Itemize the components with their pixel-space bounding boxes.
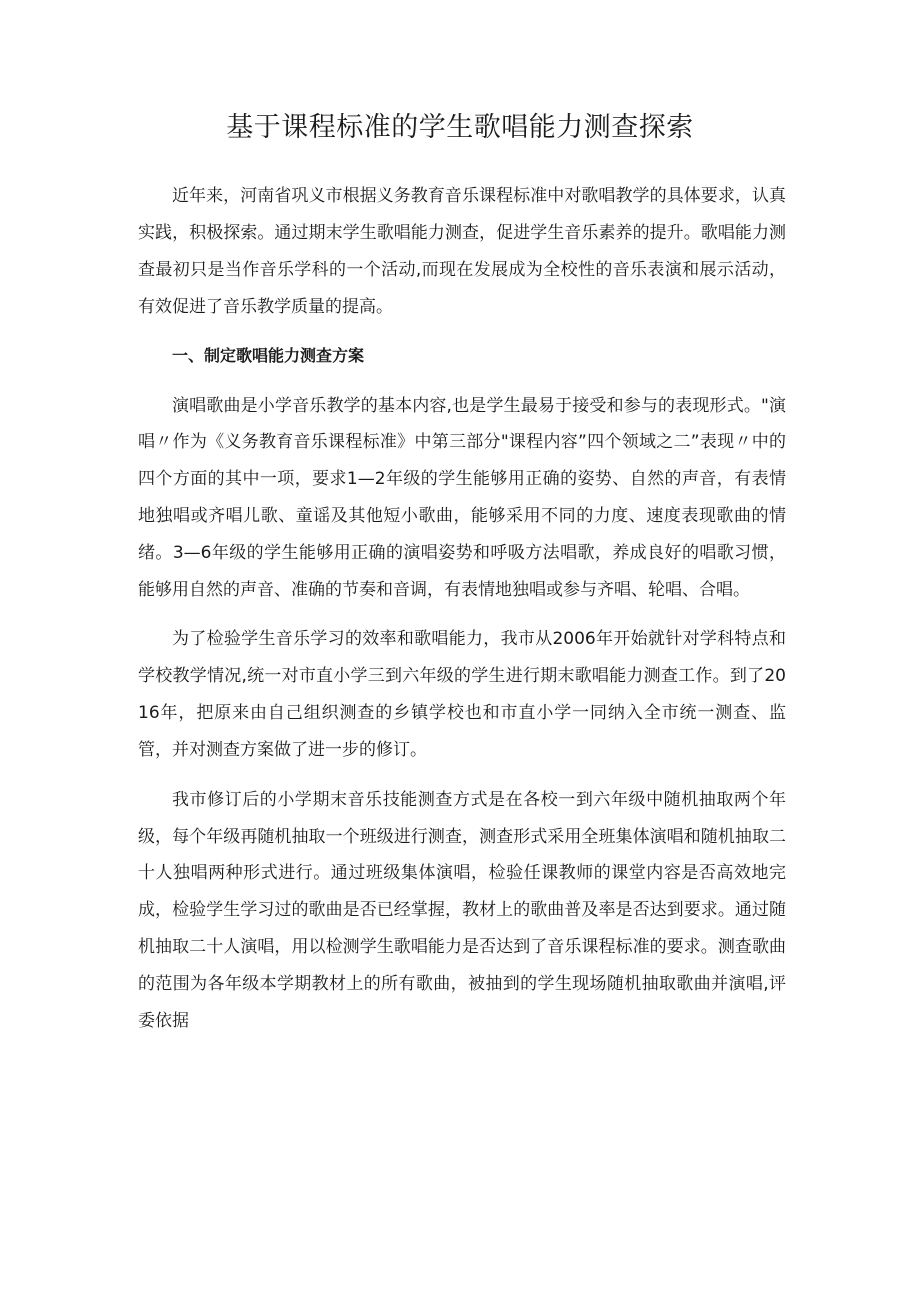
section-paragraph-2: 为了检验学生音乐学习的效率和歌唱能力，我市从2006年开始就针对学科特点和学校教学情况,统一对市直小学三到六年级的学生进行期末歌唱能力测查工作。到了2016年，把原来由自己组织测查的乡镇学校也和市直小学一同纳入全市统一测查、监管，并对测查方案做了进一步的修订。 [138, 629, 786, 761]
document-title: 基于课程标准的学生歌唱能力测查探索 [226, 112, 694, 143]
section-paragraph-3: 我市修订后的小学期末音乐技能测查方式是在各校一到六年级中随机抽取两个年级，每个年级再随机抽取一个班级进行测查，测查形式采用全班集体演唱和随机抽取二十人独唱两种形式进行。通过班级集体演唱，检验任课教师的课堂内容是否高效地完成，检验学生学习过的歌曲是否已经掌握，教材上的歌曲普及率是否达到要求。通过随机抽取二十人演唱，用以检测学生歌唱能力是否达到了音乐课程标准的要求。测查歌曲的范围为各年级本学期教材上的所有歌曲，被抽到的学生现场随机抽取歌曲并演唱,评委依据 [138, 789, 786, 1032]
section-paragraph-1: 演唱歌曲是小学音乐教学的基本内容,也是学生最易于接受和参与的表现形式。"演唱〃作为《义务教育音乐课程标准》中第三部分"课程内容”四个领域之二”表现〃中的四个方面的其中一项，要求1—2年级的学生能够用正确的姿势、自然的声音，有表情地独唱或齐唱儿歌、童谣及其他短小歌曲，能够采用不同的力度、速度表现歌曲的情绪。3—6年级的学生能够用正确的演唱姿势和呼吸方法唱歌，养成良好的唱歌习惯，能够用自然的声音、准确的节奏和音调，有表情地独唱或参与齐唱、轮唱、合唱。 [138, 395, 786, 601]
intro-paragraph: 近年来，河南省巩义市根据义务教育音乐课程标准中对歌唱教学的具体要求，认真实践，积极探索。通过期末学生歌唱能力测查，促进学生音乐素养的提升。歌唱能力测查最初只是当作音乐学科的一个活动,而现在发展成为全校性的音乐表演和展示活动，有效促进了音乐教学质量的提高。 [138, 186, 786, 317]
document-body [138, 178, 786, 1040]
section-heading: 一、制定歌唱能力测查方案 [172, 346, 365, 366]
